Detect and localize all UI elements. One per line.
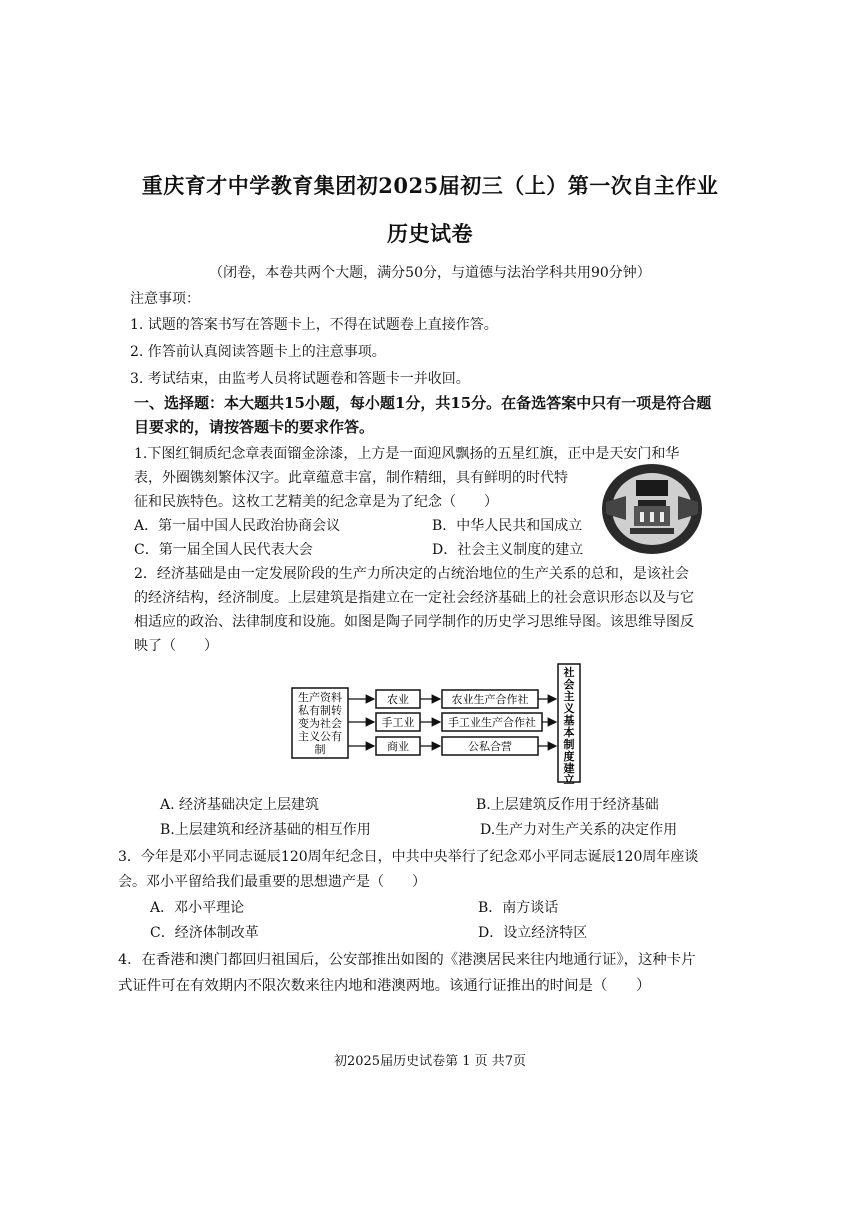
question-1-option-b: B．中华人民共和国成立 <box>432 518 583 534</box>
question-3-option-c: C．经济体制改革 <box>150 925 259 941</box>
question-1-text: 1.下图红铜质纪念章表面镏金涂漆，上方是一面迎风飘扬的五星红旗，正中是天安门和华 <box>134 446 680 462</box>
question-2-option-a: A. 经济基础决定上层建筑 <box>160 797 320 813</box>
diagram-result-char: 基 <box>563 714 575 727</box>
question-2-option-d: D.生产力对生产关系的决定作用 <box>480 822 678 838</box>
question-3-text: 3．今年是邓小平同志诞辰120周年纪念日，中共中央举行了纪念邓小平同志诞辰120周年座谈 <box>118 849 699 865</box>
diagram-source-line: 变为社会 <box>298 717 342 730</box>
diagram-right-label: 手工业生产合作社 <box>448 716 536 729</box>
question-2-text: 相适应的政治、法律制度和设施。如图是陶子同学制作的历史学习思维导图。该思维导图反 <box>134 614 694 630</box>
diagram-right-label: 农业生产合作社 <box>451 693 529 706</box>
page-footer: 初2025届历史试卷第 1 页 共7页 <box>333 1054 527 1069</box>
question-3-text: 会。邓小平留给我们最重要的思想遗产是（ ） <box>118 874 426 890</box>
question-2-option-c: B.上层建筑和经济基础的相互作用 <box>160 822 371 838</box>
section-heading-cont: 目要求的，请按答题卡的要求作答。 <box>134 418 375 436</box>
diagram-result-char: 主 <box>563 690 575 703</box>
note-item: 1. 试题的答案书写在答题卡上，不得在试题卷上直接作答。 <box>130 317 498 333</box>
question-4-text: 式证件可在有效期内不限次数来往内地和港澳两地。该通行证推出的时间是（ ） <box>118 978 651 994</box>
diagram-source-line: 主义公有 <box>298 730 342 743</box>
diagram-middle-label: 商业 <box>387 740 409 753</box>
question-2-text: 的经济结构，经济制度。上层建筑是指建立在一定社会经济基础上的社会意识形态以及与它 <box>134 590 694 606</box>
diagram-result-char: 建 <box>563 762 575 775</box>
question-3-option-d: D．设立经济特区 <box>478 925 588 941</box>
diagram-result-char: 立 <box>563 773 575 784</box>
diagram-result-char: 会 <box>563 678 575 691</box>
diagram-result-char: 本 <box>563 726 575 739</box>
section-heading: 一、选择题：本大题共15小题，每小题1分，共15分。在备选答案中只有一项是符合题 <box>134 394 712 412</box>
diagram-result-char: 义 <box>563 702 575 715</box>
diagram-source-line: 私有制转 <box>298 704 342 717</box>
question-4-text: 4．在香港和澳门都回归祖国后，公安部推出如图的《港澳居民来往内地通行证》，这种卡片 <box>118 952 696 968</box>
exam-subtitle: （闭卷，本卷共两个大题，满分50分，与道德与法治学科共用90分钟） <box>209 265 651 281</box>
question-2-option-b: B.上层建筑反作用于经济基础 <box>476 797 659 813</box>
commemorative-medal-image <box>600 462 704 556</box>
question-1-text: 表，外圈镌刻繁体汉字。此章蕴意丰富，制作精细，具有鲜明的时代特 <box>134 470 568 486</box>
note-item: 3. 考试结束，由监考人员将试题卷和答题卡一并收回。 <box>130 371 470 387</box>
question-2-text: 2．经济基础是由一定发展阶段的生产力所决定的占统治地位的生产关系的总和，是该社会 <box>134 566 689 582</box>
diagram-middle-label: 农业 <box>387 693 409 706</box>
diagram-source-line: 制 <box>314 743 326 756</box>
diagram-result-char: 制 <box>563 738 575 751</box>
question-1-option-a: A．第一届中国人民政治协商会议 <box>134 518 341 534</box>
question-1-option-d: D．社会主义制度的建立 <box>432 542 584 558</box>
question-2-text: 映了（ ） <box>134 638 218 654</box>
question-3-option-a: A．邓小平理论 <box>150 900 245 916</box>
diagram-right-label: 公私合营 <box>468 740 512 753</box>
diagram-source-line: 生产资料 <box>298 691 342 704</box>
question-1-text: 征和民族特色。这枚工艺精美的纪念章是为了纪念（ ） <box>134 494 498 510</box>
diagram-result-char: 度 <box>563 750 575 763</box>
exam-title: 重庆育才中学教育集团初2025届初三（上）第一次自主作业 <box>141 173 719 198</box>
question-3-option-b: B．南方谈话 <box>478 900 559 916</box>
diagram-result-char: 社 <box>563 666 575 679</box>
question-1-option-c: C．第一届全国人民代表大会 <box>134 542 313 558</box>
mind-map-diagram <box>288 662 588 784</box>
diagram-middle-label: 手工业 <box>381 716 415 729</box>
exam-subject: 历史试卷 <box>387 221 473 246</box>
notes-heading: 注意事项： <box>130 291 200 307</box>
note-item: 2. 作答前认真阅读答题卡上的注意事项。 <box>130 344 386 360</box>
